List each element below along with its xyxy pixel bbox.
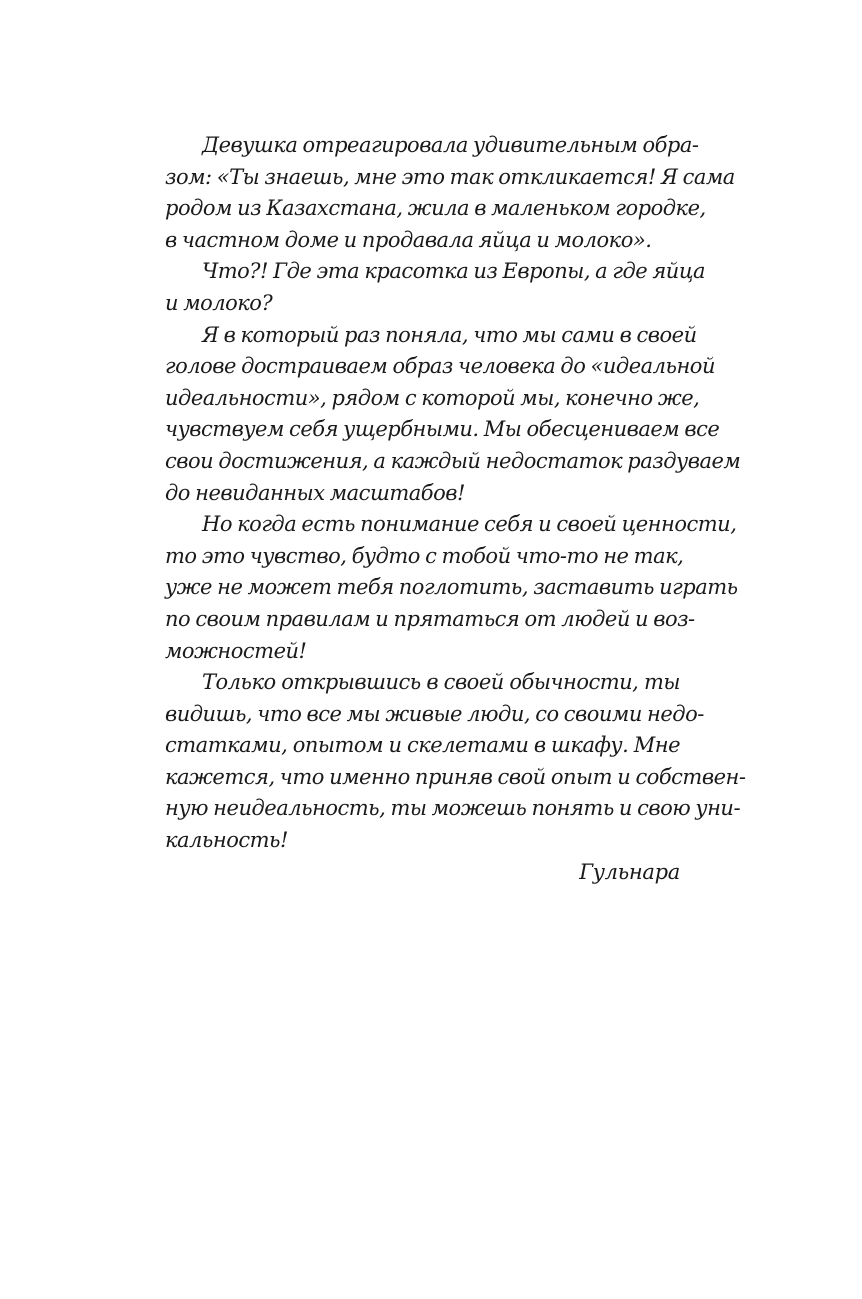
text-line: идеальности», рядом с которой мы, конечно же, [165, 385, 700, 410]
text-line: Что?! Где эта красотка из Европы, а где яйца [202, 259, 705, 284]
text-line: свои достижения, а каждый недостаток раздуваем [165, 448, 741, 473]
text-line: Только открывшись в своей обычности, ты [202, 670, 680, 695]
text-line: и молоко? [165, 290, 273, 315]
text-line: Девушка отреагировала удивительным обра- [202, 133, 699, 157]
paragraph-1 [165, 130, 735, 256]
text-line: зом: «Ты знаешь, мне это так откликается! Я сама [165, 164, 735, 189]
text-line: Но когда есть понимание себя и своей ценности, [202, 512, 737, 537]
paragraph-3 [165, 320, 741, 510]
text-line: видишь, что все мы живые люди, со своими недо- [165, 701, 704, 726]
text-line: кажется, что именно приняв свой опыт и собствен- [165, 764, 746, 789]
text-line: по своим правилам и прятаться от людей и воз- [165, 606, 695, 631]
text-line: кальность! [165, 828, 288, 853]
text-line: уже не может тебя поглотить, заставить играть [165, 575, 738, 600]
text-line: статками, опытом и скелетами в шкафу. Мне [165, 733, 680, 758]
paragraph-5 [165, 667, 746, 857]
text-line: чувствуем себя ущербными. Мы обесцениваем все [165, 417, 720, 442]
text-line: до невиданных масштабов! [165, 480, 465, 505]
paragraph-4 [165, 509, 738, 667]
text-line: Я в который раз поняла, что мы сами в своей [202, 322, 697, 347]
text-line: то это чувство, будто с тобой что-то не так, [165, 543, 684, 568]
text-line: ную неидеальность, ты можешь понять и свою уни- [165, 796, 741, 821]
author-signature: Гульнара [579, 859, 680, 884]
text-line: в частном доме и продавала яйца и молоко». [165, 227, 652, 252]
text-line: голове достраиваем образ человека до «идеальной [165, 354, 715, 379]
paragraph-2 [165, 256, 705, 319]
text-block [165, 130, 746, 888]
text-line: родом из Казахстана, жила в маленьком городке, [165, 196, 706, 221]
text-line: можностей! [165, 638, 307, 663]
